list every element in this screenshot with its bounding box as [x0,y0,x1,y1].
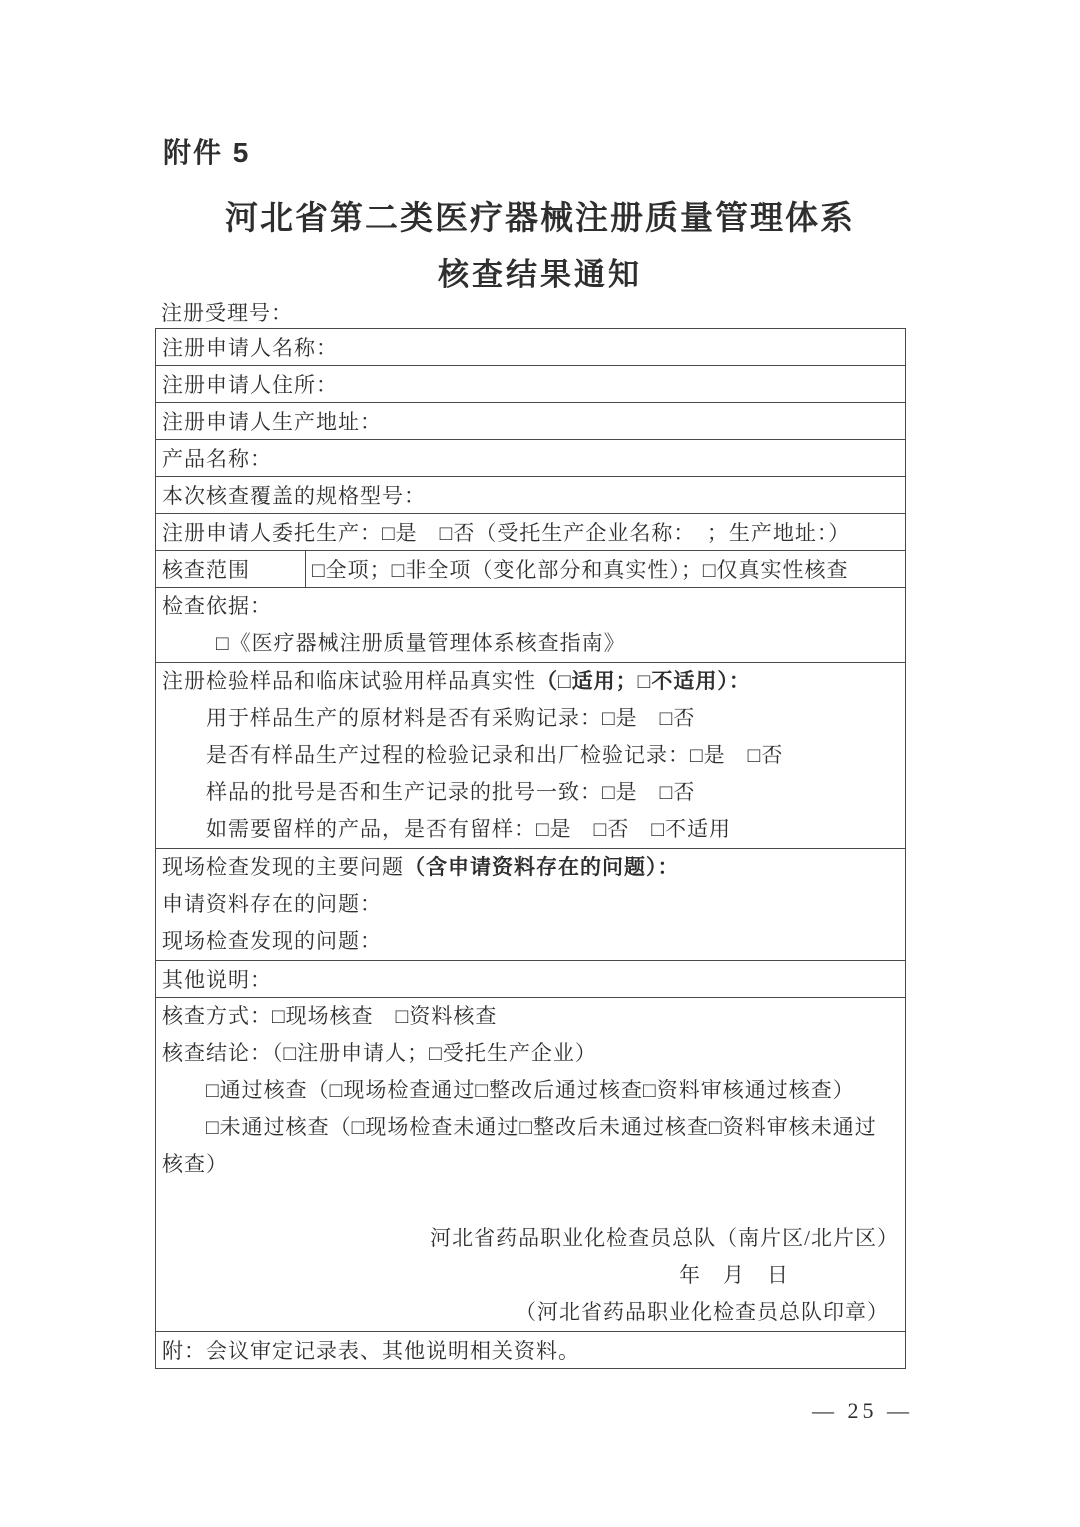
table-row [156,403,906,440]
table-row-scope [156,551,906,588]
sample-authenticity-heading-text: 注册检验样品和临床试验用样品真实性 [162,669,536,693]
sample-authenticity-applicable-options: （□适用；□不适用）： [536,669,751,693]
scope-options: □全项；□非全项（变化部分和真实性）；□仅真实性核查 [306,551,906,588]
signature-organization: 河北省药品职业化检查员总队（南片区/北片区） [430,1226,899,1250]
authenticity-item-retained-samples: 如需要留样的产品，是否有留样：□是 □否 □不适用 [206,817,732,841]
row-entrusted-production: 注册申请人委托生产：□是 □否（受托生产企业名称： ；生产地址：） [156,514,906,551]
verification-conclusion-line: 核查结论：（□注册申请人；□受托生产企业） [162,1041,597,1065]
row-conclusion [156,998,906,1332]
main-issues-heading [162,849,901,886]
table-row [156,477,906,514]
signature-date: 年 月 日 [679,1263,789,1287]
row-applicant-name: 注册申请人名称： [156,329,906,366]
onsite-inspection-issues-label: 现场检查发现的问题： [162,929,382,953]
fail-verification-line: □未通过核查（□现场检查未通过□整改后未通过核查□资料审核未通过 [206,1115,877,1139]
row-attachment-note: 附：会议审定记录表、其他说明相关资料。 [156,1332,906,1369]
document-title-line2: 核查结果通知 [438,257,642,292]
blank-line [162,1183,901,1220]
row-main-issues [156,849,906,961]
table-row [156,514,906,551]
row-sample-authenticity [156,663,906,849]
page-number: — 25 — [812,1398,913,1423]
inspection-basis-option: □《医疗器械注册质量管理体系核查指南》 [216,631,626,655]
row-production-address: 注册申请人生产地址： [156,403,906,440]
authenticity-item-inspection-records: 是否有样品生产过程的检验记录和出厂检验记录：□是 □否 [206,743,784,767]
authenticity-item-purchase-records: 用于样品生产的原材料是否有采购记录：□是 □否 [206,706,696,730]
table-row-conclusion [156,998,906,1332]
scope-label: 核查范围 [156,551,306,588]
table-row-basis [156,588,906,663]
table-row-issues [156,849,906,961]
application-material-issues-label: 申请资料存在的问题： [162,892,382,916]
acceptance-number-label: 注册受理号： [161,301,293,325]
sample-authenticity-heading [162,663,901,700]
table-row [156,1332,906,1369]
verification-method-line: 核查方式：□现场核查 □资料核查 [162,1004,498,1028]
table-row [156,440,906,477]
main-issues-heading-note: （含申请资料存在的问题）： [404,855,680,879]
verification-form-table [155,328,906,1369]
row-product-name: 产品名称： [156,440,906,477]
row-spec-models: 本次核查覆盖的规格型号： [156,477,906,514]
pass-verification-line: □通过核查（□现场检查通过□整改后通过核查□资料审核通过核查） [206,1078,855,1102]
document-title-line1: 河北省第二类医疗器械注册质量管理体系 [225,199,855,236]
table-row [156,366,906,403]
row-applicant-residence: 注册申请人住所： [156,366,906,403]
attachment-label: 附件 5 [163,137,251,168]
main-issues-heading-text: 现场检查发现的主要问题 [162,855,404,879]
table-row-authenticity [156,663,906,849]
inspection-basis-label: 检查依据： [162,594,272,618]
table-row [156,329,906,366]
signature-seal: （河北省药品职业化检查员总队印章） [515,1300,889,1324]
row-other-notes: 其他说明： [156,961,906,998]
table-row [156,961,906,998]
fail-verification-line-continued: 核查） [162,1152,228,1176]
authenticity-item-batch-number: 样品的批号是否和生产记录的批号一致：□是 □否 [206,780,696,804]
row-inspection-basis [156,588,906,663]
